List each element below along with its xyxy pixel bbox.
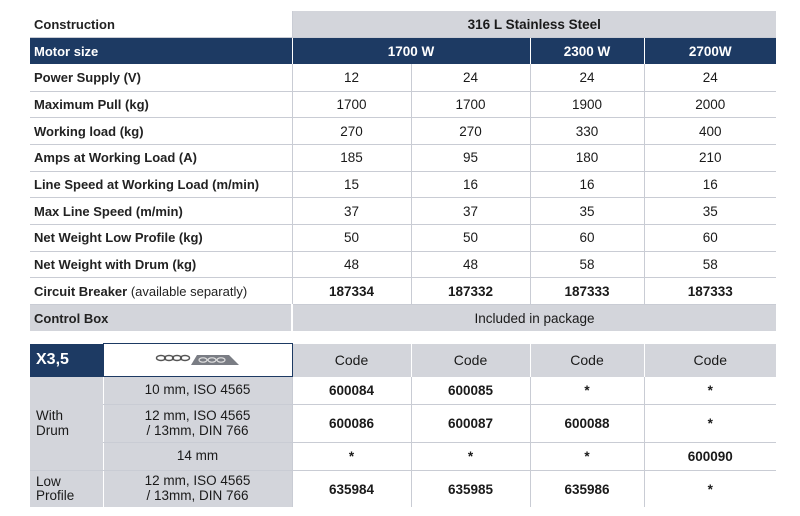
spec-value: 185	[292, 144, 411, 171]
spec-value: 60	[644, 225, 776, 252]
code-cell: 600088	[530, 405, 644, 443]
spec-row	[30, 225, 776, 252]
code-row	[30, 471, 776, 507]
spec-value: 37	[411, 198, 530, 225]
code-cell: 600087	[411, 405, 530, 443]
spec-value: 15	[292, 171, 411, 198]
construction-value: 316 L Stainless Steel	[292, 11, 776, 38]
code-cell: *	[644, 377, 776, 405]
code-row	[30, 443, 776, 471]
construction-row	[30, 11, 776, 38]
spec-value: 400	[644, 118, 776, 145]
spec-value: 2000	[644, 91, 776, 118]
motor-2700: 2700W	[644, 38, 776, 65]
spec-label: Working load (kg)	[30, 118, 292, 145]
spec-value: 12	[292, 64, 411, 91]
code-row	[30, 405, 776, 443]
code-header: Code	[530, 344, 644, 377]
spec-value: 16	[411, 171, 530, 198]
code-cell: *	[644, 405, 776, 443]
spec-value: 35	[644, 198, 776, 225]
spec-value: 210	[644, 144, 776, 171]
windlass-spec-sheet	[30, 11, 776, 507]
model-label: X3,5	[30, 344, 103, 377]
code-row	[30, 377, 776, 405]
spec-value: 1700	[292, 91, 411, 118]
spec-value: 50	[411, 225, 530, 252]
spec-label: Net Weight with Drum (kg)	[30, 251, 292, 278]
spec-value: 58	[530, 251, 644, 278]
spec-label: Amps at Working Load (A)	[30, 144, 292, 171]
spec-row	[30, 91, 776, 118]
code-header: Code	[644, 344, 776, 377]
code-cell: *	[530, 443, 644, 471]
code-cell: 600090	[644, 443, 776, 471]
spec-value: 37	[292, 198, 411, 225]
spec-value: 95	[411, 144, 530, 171]
codes-header-row	[30, 344, 776, 377]
spec-value: 58	[644, 251, 776, 278]
circuit-breaker-row	[30, 278, 776, 305]
spec-row	[30, 64, 776, 91]
control-box-row	[30, 305, 776, 332]
spec-row	[30, 144, 776, 171]
spec-label: Maximum Pull (kg)	[30, 91, 292, 118]
code-cell: *	[644, 471, 776, 507]
spec-value: 1700	[411, 91, 530, 118]
motor-size-label: Motor size	[30, 38, 292, 65]
motor-1700: 1700 W	[292, 38, 530, 65]
spec-value: 60	[530, 225, 644, 252]
spec-value: 330	[530, 118, 644, 145]
spec-label: Net Weight Low Profile (kg)	[30, 225, 292, 252]
motor-2300: 2300 W	[530, 38, 644, 65]
breaker-code: 187332	[411, 278, 530, 305]
breaker-code: 187333	[644, 278, 776, 305]
spec-value: 16	[644, 171, 776, 198]
spec-value: 24	[530, 64, 644, 91]
code-cell: 600085	[411, 377, 530, 405]
spec-value: 35	[530, 198, 644, 225]
code-cell: 600084	[292, 377, 411, 405]
code-header: Code	[292, 344, 411, 377]
spec-value: 270	[411, 118, 530, 145]
spec-label: Line Speed at Working Load (m/min)	[30, 171, 292, 198]
control-box-label: Control Box	[30, 305, 292, 332]
spec-value: 270	[292, 118, 411, 145]
spec-value: 48	[292, 251, 411, 278]
breaker-code: 187333	[530, 278, 644, 305]
code-cell: 635985	[411, 471, 530, 507]
code-cell: 635984	[292, 471, 411, 507]
spec-value: 48	[411, 251, 530, 278]
control-box-value: Included in package	[292, 305, 776, 332]
code-cell: 600086	[292, 405, 411, 443]
chain-size: 12 mm, ISO 4565 / 13mm, DIN 766	[103, 405, 292, 443]
breaker-code: 187334	[292, 278, 411, 305]
with-drum-label: With Drum	[30, 377, 103, 471]
code-cell: *	[292, 443, 411, 471]
code-cell: *	[530, 377, 644, 405]
chain-gypsy-icon	[103, 344, 292, 377]
spec-value: 1900	[530, 91, 644, 118]
spec-value: 50	[292, 225, 411, 252]
code-cell: 635986	[530, 471, 644, 507]
spec-value: 24	[644, 64, 776, 91]
construction-label: Construction	[30, 11, 292, 38]
spec-value: 180	[530, 144, 644, 171]
spec-label: Max Line Speed (m/min)	[30, 198, 292, 225]
circuit-breaker-label: Circuit Breaker (available separatly)	[30, 278, 292, 305]
spec-value: 24	[411, 64, 530, 91]
spec-row	[30, 251, 776, 278]
spec-value: 16	[530, 171, 644, 198]
chain-size: 12 mm, ISO 4565 / 13mm, DIN 766	[103, 471, 292, 507]
spec-row	[30, 171, 776, 198]
spec-row	[30, 198, 776, 225]
motor-size-row	[30, 38, 776, 65]
spec-label: Power Supply (V)	[30, 64, 292, 91]
code-cell: *	[411, 443, 530, 471]
specification-table	[30, 11, 776, 331]
chain-size: 14 mm	[103, 443, 292, 471]
chain-size: 10 mm, ISO 4565	[103, 377, 292, 405]
low-profile-label: Low Profile	[30, 471, 103, 507]
spec-row	[30, 118, 776, 145]
order-codes-table	[30, 343, 776, 507]
code-header: Code	[411, 344, 530, 377]
